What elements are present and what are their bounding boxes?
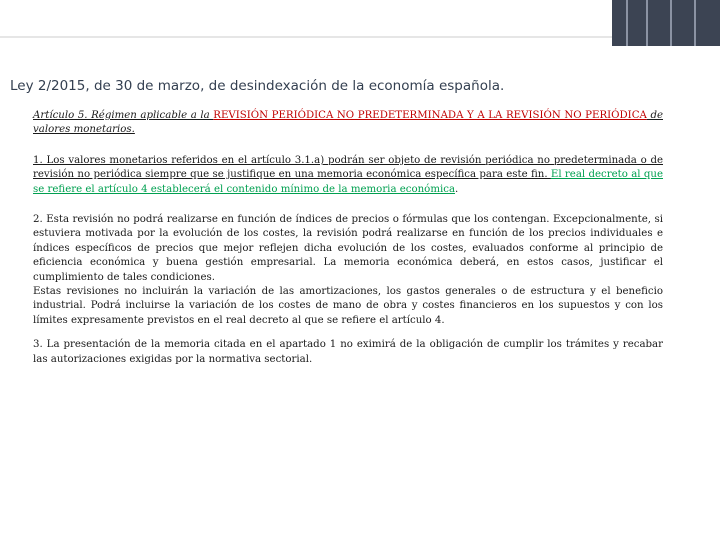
heading-prefix: Artículo 5. Régimen aplicable a la: [33, 110, 214, 121]
accent-stripe: [626, 0, 628, 46]
paragraph-1-text: 1. Los valores monetarios referidos en el artículo 3.1.a) podrán ser objeto de revisión periódica no predeterminada o de revisión no periódica siempre que se justifique en una memoria económica específica para este fin.: [33, 154, 663, 181]
article-content: [33, 109, 663, 377]
accent-stripe: [670, 0, 672, 46]
paragraph-2b: Estas revisiones no incluirán la variación de las amortizaciones, los gastos generales o de estructura y el beneficio industrial. Podrá incluirse la variación de los costes de mano de obra y costes financieros en los supuestos y con los límites expresamente previstos en el real decreto al que se refiere el artículo 4.: [33, 286, 663, 326]
paragraph-3: 3. La presentación de la memoria citada en el apartado 1 no eximirá de la obligación de cumplir los trámites y recabar las autorizaciones exigidas por la normativa sectorial.: [33, 339, 663, 365]
accent-stripe: [646, 0, 648, 46]
heading-suffix: de valores monetarios.: [33, 110, 663, 136]
header-accent-block: [612, 0, 720, 46]
paragraph-1: [33, 154, 663, 197]
article-heading: [33, 109, 663, 138]
heading-highlight: REVISIÓN PERIÓDICA NO PREDETERMINADA Y A LA REVISIÓN NO PERIÓDICA: [213, 110, 647, 121]
slide-title: Ley 2/2015, de 30 de marzo, de desindexación de la economía española.: [10, 78, 505, 94]
paragraph-2a: 2. Esta revisión no podrá realizarse en función de índices de precios o fórmulas que los contengan. Excepcionalmente, si estuviera motivada por la evolución de los costes, la revisión podrá realizarse en función de los precios individuales e índices específicos de precios que mejor reflejen dicha evolución de los costes, evaluados conforme al principio de eficiencia económica y buena gestión empresarial. La memoria económica deberá, en estos casos, justificar el cumplimiento de tales condiciones.: [33, 214, 663, 283]
paragraph-1-highlight: El real decreto al que se refiere el artículo 4 establecerá el contenido mínimo de la memoria económica: [33, 169, 663, 195]
paragraph-1-end: .: [455, 183, 459, 195]
accent-stripe: [694, 0, 696, 46]
